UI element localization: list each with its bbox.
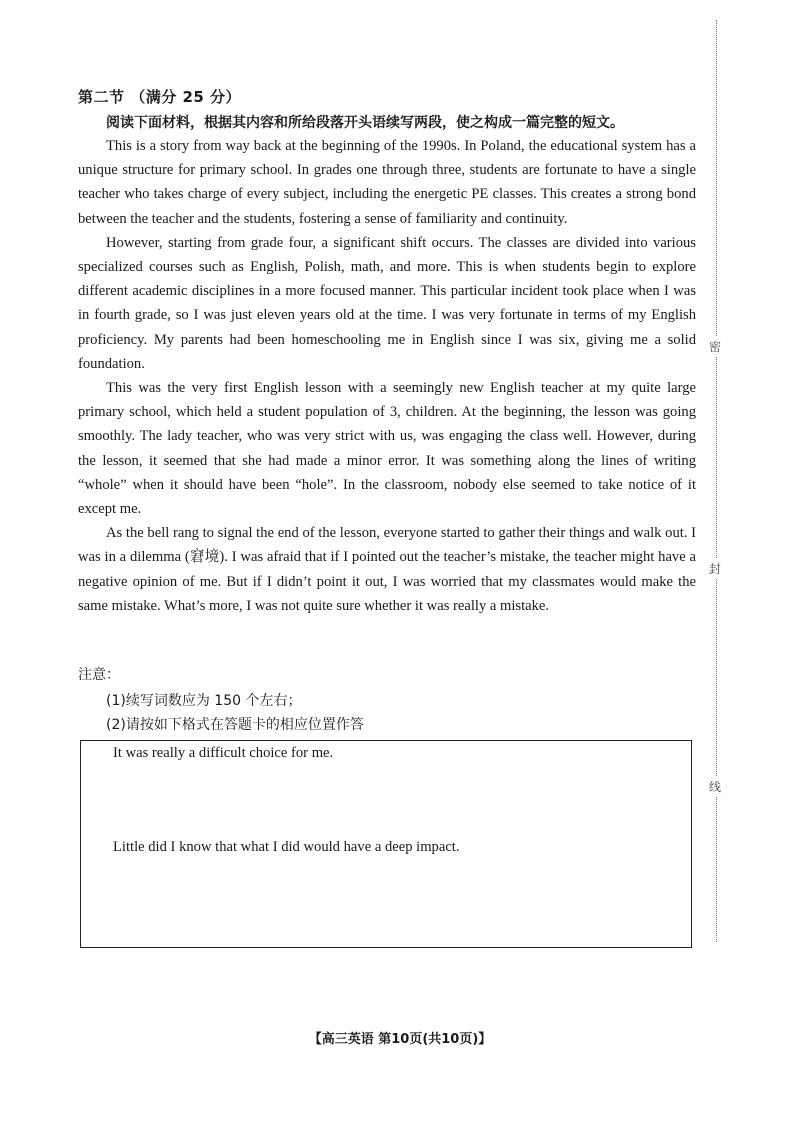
paragraph-opener-2: Little did I know that what I did would have a deep impact. xyxy=(113,839,460,855)
note-item-word-count: (1)续写词数应为 150 个左右； xyxy=(106,693,302,709)
note-item-format: (2)请按如下格式在答题卡的相应位置作答 xyxy=(106,717,364,733)
paragraph-opener-1: It was really a difficult choice for me. xyxy=(113,745,334,761)
answer-box[interactable] xyxy=(80,740,692,948)
passage-paragraph: This was the very first English lesson with a seemingly new English teacher at my quite large primary school, which held a student population of 3, children. At the beginning, the lesson was going smoothly. The lady teacher, who was very strict with us, was engaging the class well. However, during the lesson, it seemed that she had made a minor error. It was something along the lines of writing “whole” when it should have been “hole”. In the classroom, nobody else seemed to take notice of it except me. xyxy=(78,380,696,518)
notes-label: 注意： xyxy=(78,667,120,683)
page-footer: 【高三英语 第10页(共10页)】 xyxy=(308,1032,492,1047)
passage-paragraph: As the bell rang to signal the end of the lesson, everyone started to gather their things and walk out. I was in a dilemma (窘境). I was afraid that if I pointed out the teacher’s mistake, the teacher might have a negative opinion of me. But if I didn’t point it out, I was worried that my classmates would make the same mistake. What’s more, I was not quite sure whether it was really a mistake. xyxy=(78,525,696,614)
binding-char-feng: 封 xyxy=(709,558,721,579)
passage-paragraph: This is a story from way back at the beginning of the 1990s. In Poland, the educational system has a unique structure for primary school. In grades one through three, students are fortunate to have a single teacher who takes charge of every subject, including the energetic PE classes. This creates a strong bond between the teacher and the students, fostering a sense of familiarity and continuity. xyxy=(78,138,696,227)
passage-paragraph: However, starting from grade four, a significant shift occurs. The classes are divided into various specialized courses such as English, Polish, math, and more. This is when students begin to explore different academic disciplines in a more focused manner. This particular incident took place when I was in fourth grade, so I was just eleven years old at the time. I was very fortunate in terms of my English proficiency. My parents had been homeschooling me in English since I was six, giving me a solid foundation. xyxy=(78,234,696,372)
section-title: 第二节 （满分 25 分） xyxy=(78,88,242,106)
task-instruction: 阅读下面材料，根据其内容和所给段落开头语续写两段，使之构成一篇完整的短文。 xyxy=(106,115,624,131)
binding-char-xian: 线 xyxy=(709,776,721,797)
binding-char-mi: 密 xyxy=(709,336,721,357)
binding-dotted-line xyxy=(716,20,717,942)
reading-passage xyxy=(78,134,696,618)
